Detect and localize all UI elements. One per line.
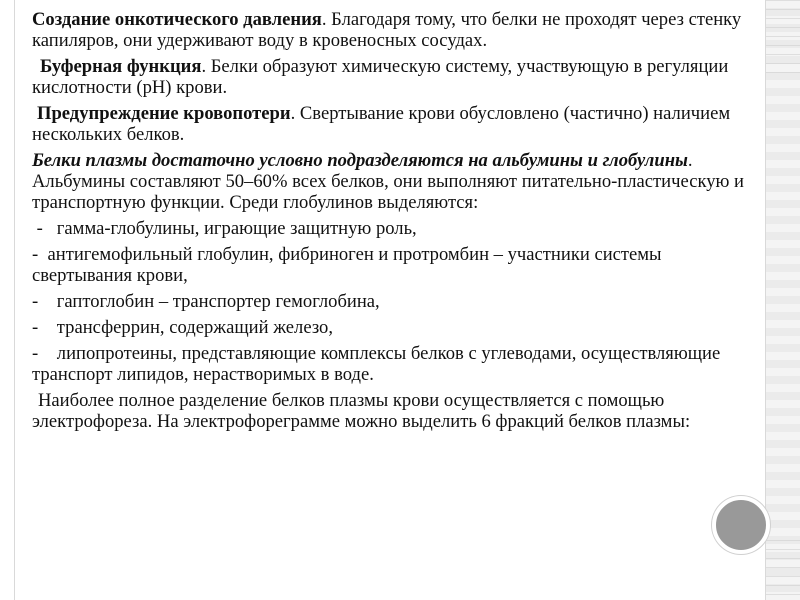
paragraph-blood-loss [32,103,744,145]
paragraph-plasma-proteins [32,150,744,213]
slide-content [32,9,744,437]
paragraph-oncotic-pressure [32,9,744,51]
paragraph-electrophoresis [32,390,744,432]
paragraph-text: . Белки образуют химическую систему, участвующую в регуляции кислотности (pH) крови. [32,56,729,98]
list-marker: - [32,317,43,338]
list-item [32,291,744,312]
list-marker: - [32,291,43,312]
term-buffer-function: Буферная функция [40,56,202,77]
right-decor-band [766,0,800,600]
right-decor-stripes-bottom [766,540,800,600]
paragraph-text: . Благодаря тому, что белки не проходят через стенку капиляров, они удерживают воду в кровеносных сосудах. [32,9,742,51]
term-oncotic-pressure: Создание онкотического давления [32,9,322,30]
list-item-text: гаптоглобин – транспортер гемоглобина, [42,291,380,312]
term-blood-loss: Предупреждение кровопотери [37,103,291,124]
right-decor-stripes-top [766,0,800,78]
paragraph-text: Наиболее полное разделение белков плазмы крови осуществляется с помощью электрофореза. На электрофореграмме можно выделить 6 фракций белков плазмы: [32,390,691,432]
list-item [32,244,744,286]
paragraph-buffer-function [32,56,744,98]
list-marker: - [32,244,43,265]
list-item [32,343,744,385]
list-item-text: гамма-глобулины, играющие защитную роль, [47,218,417,239]
list-item-text: антигемофильный глобулин, фибриноген и протромбин – участники системы свертывания крови, [32,244,667,286]
term-plasma-proteins: Белки плазмы достаточно условно подразделяются на альбумины и глобулины [32,150,688,171]
decorative-circle [712,496,770,554]
list-item [32,317,744,338]
list-item-text: липопротеины, представляющие комплексы белков с углеводами, осуществляющие транспорт липидов, нерастворимых в воде. [32,343,725,385]
list-marker: - [32,343,43,364]
list-item [32,218,744,239]
paragraph-text: . Альбумины составляют 50–60% всех белков, они выполняют питательно-пластическую и транспортную функции. Среди глобулинов выделяются: [32,150,744,213]
list-item-text: трансферрин, содержащий железо, [42,317,333,338]
list-marker: - [32,218,48,239]
paragraph-text: . Свертывание крови обусловлено (частично) наличием нескольких белков. [32,103,731,145]
